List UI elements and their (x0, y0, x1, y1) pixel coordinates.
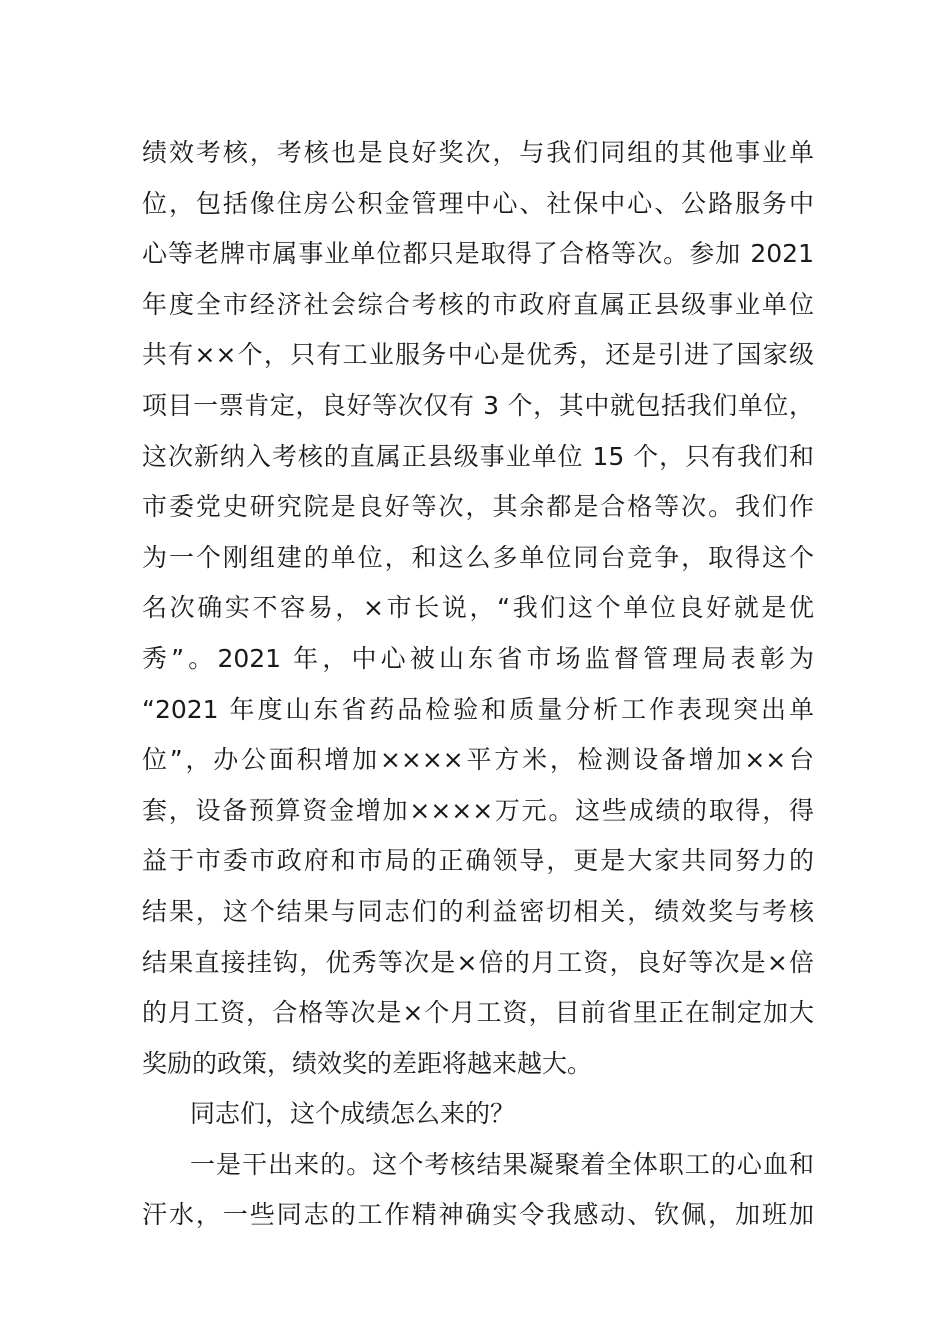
text-line: 项目一票肯定，良好等次仅有 3 个，其中就包括我们单位， (142, 390, 814, 420)
text-line: 绩效考核，考核也是良好奖次，与我们同组的其他事业单 (142, 138, 814, 167)
text-line: 结果，这个结果与同志们的利益密切相关，绩效奖与考核 (142, 896, 814, 926)
text-line: 心等老牌市属事业单位都只是取得了合格等次。参加 2021 (142, 239, 814, 269)
paragraph-performance-results (142, 128, 814, 1089)
text-line: 这次新纳入考核的直属正县级事业单位 15 个，只有我们和 (142, 441, 814, 471)
text-line: 的月工资，合格等次是×个月工资，目前省里正在制定加大 (142, 998, 814, 1028)
text-line: 结果直接挂钩，优秀等次是×倍的月工资，良好等次是×倍 (142, 947, 814, 977)
text-line: 奖励的政策，绩效奖的差距将越来越大。 (142, 1048, 593, 1078)
text-line: “2021 年度山东省药品检验和质量分析工作表现突出单 (142, 694, 814, 724)
text-line: 套，设备预算资金增加××××万元。这些成绩的取得，得 (142, 795, 814, 825)
text-line: 汗水，一些同志的工作精神确实令我感动、钦佩，加班加 (142, 1200, 814, 1230)
text-line: 年度全市经济社会综合考核的市政府直属正县级事业单位 (142, 289, 814, 319)
text-line: 共有××个，只有工业服务中心是优秀，还是引进了国家级 (142, 340, 814, 370)
text-line: 益于市委市政府和市局的正确领导，更是大家共同努力的 (142, 846, 814, 876)
text-line: 位”，办公面积增加××××平方米，检测设备增加××台 (142, 745, 814, 775)
paragraph-question: 同志们，这个成绩怎么来的？ (190, 1099, 516, 1129)
paragraph-point-one (142, 1140, 814, 1241)
text-line: 位，包括像住房公积金管理中心、社保中心、公路服务中 (142, 188, 814, 218)
text-line: 为一个刚组建的单位，和这么多单位同台竞争，取得这个 (142, 542, 814, 572)
document-body (142, 128, 814, 1241)
text-line: 名次确实不容易，×市长说，“我们这个单位良好就是优 (142, 593, 814, 623)
text-line: 秀”。2021 年，中心被山东省市场监督管理局表彰为 (142, 643, 814, 673)
text-line: 市委党史研究院是良好等次，其余都是合格等次。我们作 (142, 492, 814, 522)
text-line: 一是干出来的。这个考核结果凝聚着全体职工的心血和 (190, 1149, 814, 1179)
